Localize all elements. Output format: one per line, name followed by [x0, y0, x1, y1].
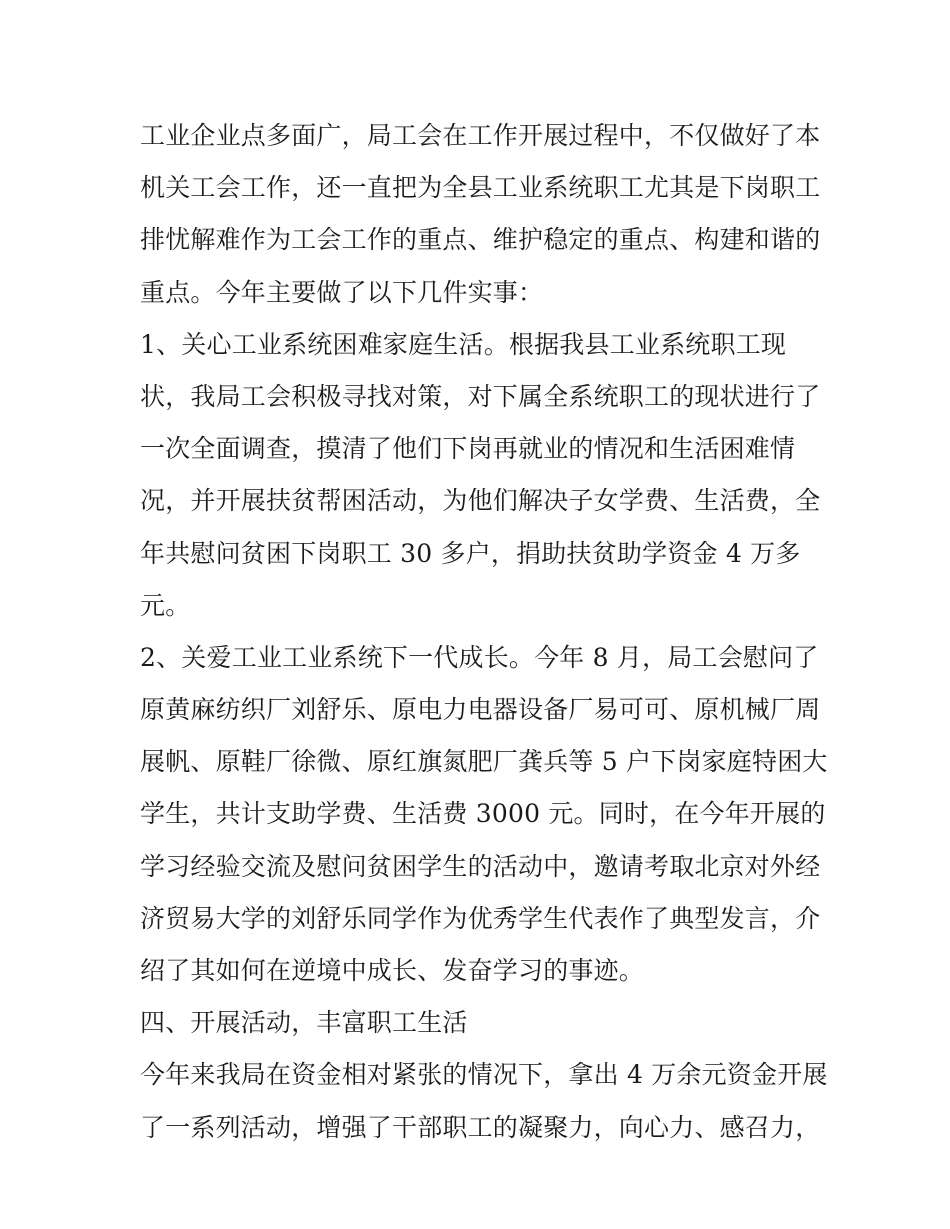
text-line: 原黄麻纺织厂刘舒乐、原电力电器设备厂易可可、原机械厂周: [140, 695, 821, 725]
text-line: 年共慰问贫困下岗职工 30 多户，捐助扶贫助学资金 4 万多: [140, 538, 801, 568]
text-line: 绍了其如何在逆境中成长、发奋学习的事迹。: [140, 956, 645, 985]
text-line: 济贸易大学的刘舒乐同学作为优秀学生代表作了典型发言，介: [140, 903, 821, 933]
document-body: [140, 110, 828, 1154]
text-line: 机关工会工作，还一直把为全县工业系统职工尤其是下岗职工: [140, 173, 821, 203]
text-line: 了一系列活动，增强了干部职工的凝聚力，向心力、感召力，: [140, 1112, 821, 1142]
text-line: 排忧解难作为工会工作的重点、维护稳定的重点、构建和谐的: [140, 225, 821, 255]
text-line: 一次全面调查，摸清了他们下岗再就业的情况和生活困难情: [140, 434, 796, 464]
text-line: 况，并开展扶贫帮困活动，为他们解决子女学费、生活费，全: [140, 486, 821, 516]
text-line: 重点。今年主要做了以下几件实事：: [140, 277, 544, 307]
text-line: 学生，共计支助学费、生活费 3000 元。同时，在今年开展的: [140, 799, 826, 829]
text-line: 学习经验交流及慰问贫困学生的活动中，邀请考取北京对外经: [140, 851, 821, 881]
text-line: 元。: [140, 590, 191, 620]
text-line: 状，我局工会积极寻找对策，对下属全系统职工的现状进行了: [140, 381, 821, 411]
section-heading: 四、开展活动，丰富职工生活: [140, 1008, 468, 1038]
text-line: 展帆、原鞋厂徐微、原红旗氮肥厂龚兵等 5 户下岗家庭特困大: [140, 747, 828, 777]
list-item-2-line: 2、关爱工业工业系统下一代成长。今年 8 月，局工会慰问了: [140, 642, 819, 672]
text-line: 今年来我局在资金相对紧张的情况下，拿出 4 万余元资金开展: [140, 1060, 828, 1090]
list-item-1-line: 1、关心工业系统困难家庭生活。根据我县工业系统职工现: [140, 329, 787, 359]
text-line: 工业企业点多面广，局工会在工作开展过程中，不仅做好了本: [140, 121, 821, 150]
